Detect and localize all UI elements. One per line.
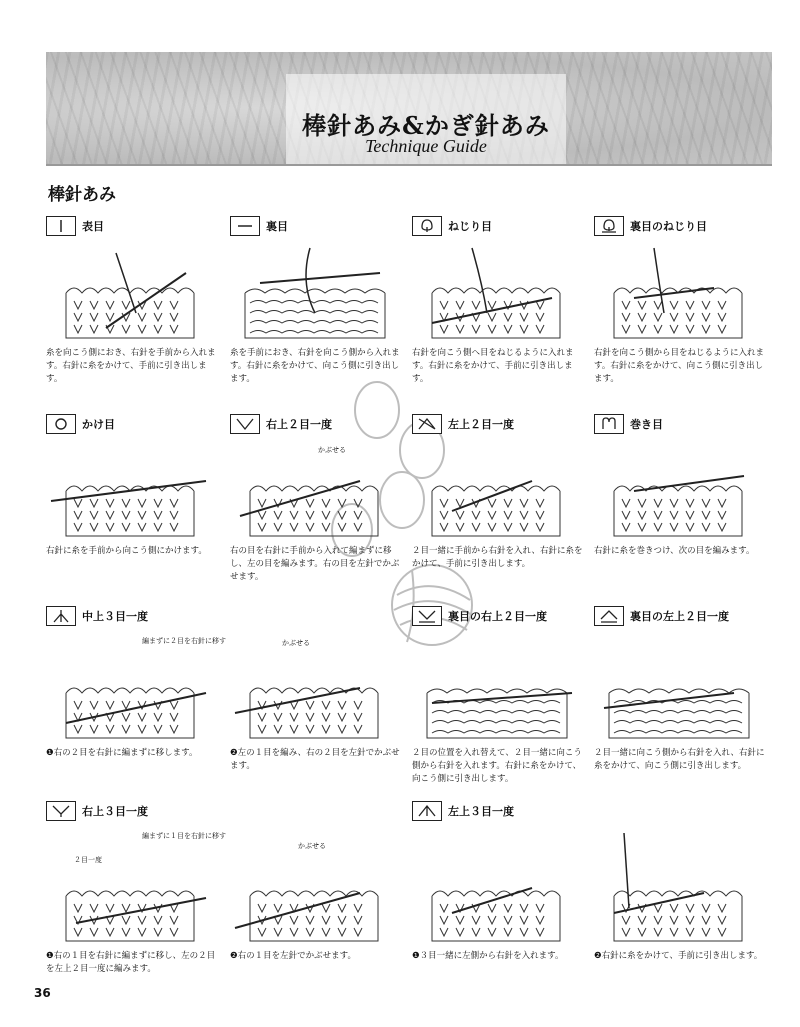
stitch-caption: ２目一緒に手前から右針を入れ、右針に糸をかけて、手前に引き出します。 <box>412 546 583 569</box>
stitch-twisted <box>412 215 592 386</box>
stitch-right-3-dec-step2 <box>230 800 410 963</box>
stitch-caption: 右針に糸を巻きつけ、次の目を編みます。 <box>594 546 755 556</box>
annotation-label: 編まずに２目を右針に移す <box>142 637 226 645</box>
stitch-name: 裏目のねじり目 <box>630 220 707 233</box>
stitch-caption: 糸を向こう側におき、右針を手前から入れます。右針に糸をかけて、手前に引き出します。 <box>46 348 216 384</box>
stitch-name: 左上３目一度 <box>448 805 514 818</box>
stitch-wrap <box>594 413 774 558</box>
twisted-symbol-icon <box>412 216 442 236</box>
stitch-caption: 右針を向こう側から目をねじるように入れます。右針に糸をかけて、向こう側に引き出します。 <box>594 348 765 384</box>
right-decrease-symbol-icon <box>230 414 260 434</box>
stitch-name: 裏目の左上２目一度 <box>630 610 729 623</box>
annotation-label: かぶせる <box>298 842 326 850</box>
stitch-caption: 右針を向こう側へ目をねじるように入れます。右針に糸をかけて、手前に引き出します。 <box>412 348 574 384</box>
stitch-caption: 糸を手前におき、右針を向こう側から入れます。右針に糸をかけて、向こう側に引き出します。 <box>230 348 400 384</box>
stitch-right-dec <box>230 413 410 584</box>
stitch-name: 巻き目 <box>630 418 663 431</box>
twisted-purl-symbol-icon <box>594 216 624 236</box>
purl-left-decrease-symbol-icon <box>594 606 624 626</box>
stitch-name: 左上２目一度 <box>448 418 514 431</box>
annotation-label: かぶせる <box>318 446 346 454</box>
knit-illustration <box>46 243 226 343</box>
page-subtitle: Technique Guide <box>365 136 487 156</box>
twisted-purl-illustration <box>594 243 774 343</box>
stitch-twisted-purl <box>594 215 774 386</box>
annotation-label: かぶせる <box>282 639 310 647</box>
section-title: 棒針あみ <box>48 185 116 205</box>
purl-right-decrease-illustration <box>412 633 592 743</box>
right-3-decrease-illustration <box>46 828 226 946</box>
yarn-over-illustration <box>46 441 226 541</box>
stitch-caption: ２目一緒に向こう側から右針を入れ、右針に糸をかけて、向こう側に引き出します。 <box>594 748 765 771</box>
stitch-center-3-dec-step1 <box>46 605 226 760</box>
annotation-label: 編まずに１目を右針に移す <box>142 832 226 840</box>
left-decrease-symbol-icon <box>412 414 442 434</box>
purl-right-decrease-symbol-icon <box>412 606 442 626</box>
stitch-name: かけ目 <box>82 418 115 431</box>
purl-symbol-icon <box>230 216 260 236</box>
stitch-name: 右上３目一度 <box>82 805 148 818</box>
stitch-caption: ❷右針に糸をかけて、手前に引き出します。 <box>594 951 763 961</box>
right-3-decrease-symbol-icon <box>46 801 76 821</box>
left-3-decrease-symbol-icon <box>412 801 442 821</box>
stitch-caption: ❶右の２目を右針に編まずに移します。 <box>46 748 198 758</box>
stitch-caption: ❶３目一緒に左側から右針を入れます。 <box>412 951 564 961</box>
stitch-left-dec <box>412 413 592 571</box>
header-banner <box>46 52 772 166</box>
knit-symbol-icon <box>46 216 76 236</box>
stitch-name: 中上３目一度 <box>82 610 148 623</box>
page-number: 36 <box>34 986 51 1000</box>
stitch-name: 右上２目一度 <box>266 418 332 431</box>
stitch-caption: ❷左の１目を編み、右の２目を左針でかぶせます。 <box>230 748 400 771</box>
right-decrease-illustration <box>230 441 410 541</box>
wrap-illustration <box>594 441 774 541</box>
purl-left-decrease-illustration <box>594 633 774 743</box>
stitch-name: 表目 <box>82 220 104 233</box>
stitch-purl-right-dec <box>412 605 592 786</box>
left-decrease-illustration <box>412 441 592 541</box>
stitch-purl-left-dec <box>594 605 774 773</box>
stitch-name: ねじり目 <box>448 220 492 233</box>
stitch-right-3-dec-step1 <box>46 800 226 976</box>
stitch-name: 裏目 <box>266 220 288 233</box>
twisted-illustration <box>412 243 592 343</box>
title-panel <box>286 74 566 164</box>
center-3-decrease-step2-illustration <box>230 633 410 743</box>
stitch-center-3-dec-step2 <box>230 605 410 773</box>
left-3-decrease-illustration <box>412 828 592 946</box>
stitch-name: 裏目の右上２目一度 <box>448 610 547 623</box>
stitch-left-3-dec-step1 <box>412 800 592 963</box>
annotation-label: ２目一度 <box>74 856 102 864</box>
stitch-knit <box>46 215 226 386</box>
stitch-yarn-over <box>46 413 226 558</box>
center-3-decrease-symbol-icon <box>46 606 76 626</box>
wrap-symbol-icon <box>594 414 624 434</box>
stitch-caption: ❶右の１目を右針に編まずに移し、左の２目を左上２目一度に編みます。 <box>46 951 216 974</box>
stitch-caption: 右針に糸を手前から向こう側にかけます。 <box>46 546 207 556</box>
purl-illustration <box>230 243 410 343</box>
stitch-caption: 右の目を右針に手前から入れて編まずに移し、左の目を編みます。右の目を左針でかぶせます。 <box>230 546 400 582</box>
page-title: 棒針あみ&かぎ針あみ <box>302 111 550 140</box>
yarn-over-symbol-icon <box>46 414 76 434</box>
stitch-left-3-dec-step2 <box>594 800 774 963</box>
stitch-purl <box>230 215 410 386</box>
left-3-decrease-step2-illustration <box>594 828 774 946</box>
center-3-decrease-illustration <box>46 633 226 743</box>
stitch-caption: ❷右の１目を左針でかぶせます。 <box>230 951 356 961</box>
stitch-caption: ２目の位置を入れ替えて、２目一緒に向こう側から右針を入れます。右針に糸をかけて、向こう側に引き出します。 <box>412 748 582 784</box>
